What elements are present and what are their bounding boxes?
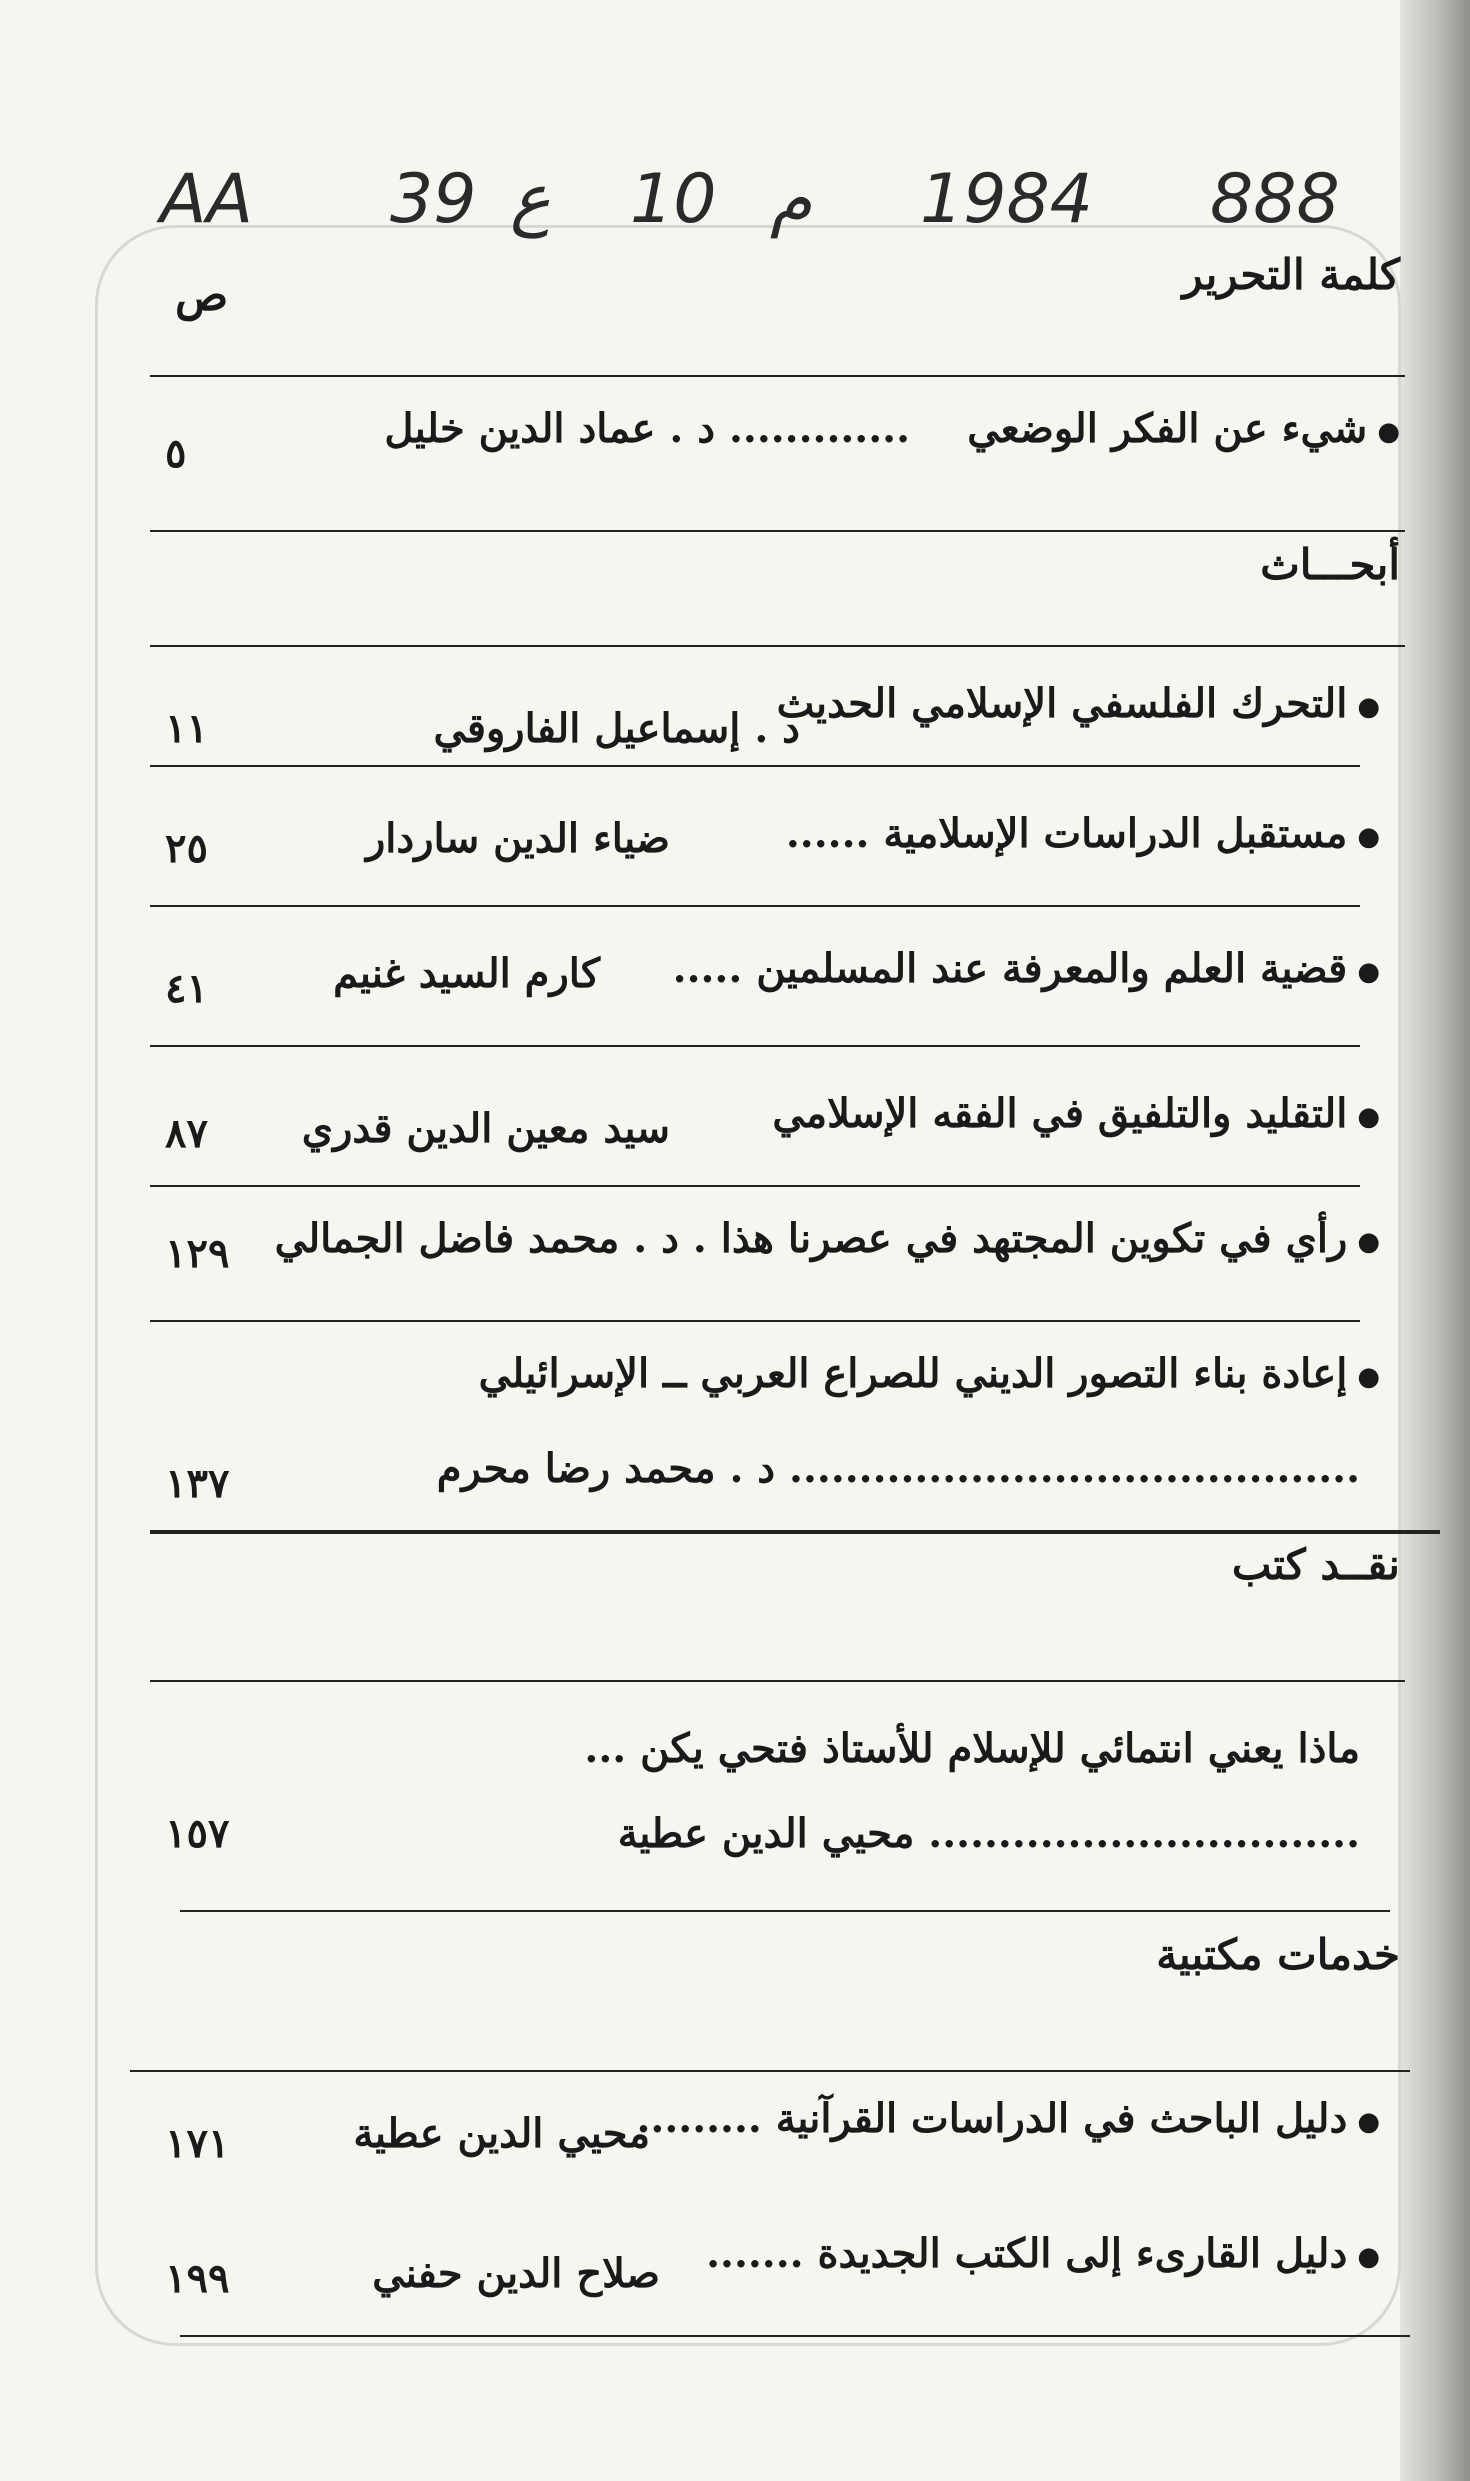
- section-heading-research: أبحـــاث: [1260, 540, 1400, 589]
- divider: [150, 375, 1405, 377]
- entry-page: ١٣٧: [165, 1460, 230, 1507]
- entry-title: ●شيء عن الفكر الوضعي: [967, 405, 1400, 452]
- entry-author: كارم السيد غنيم: [333, 950, 600, 997]
- note-part: ع: [510, 160, 551, 239]
- entry-page: ١٧١: [165, 2120, 230, 2167]
- note-part: 1984: [920, 160, 1094, 239]
- entry-page: ٢٥: [165, 825, 208, 872]
- note-part: م: [770, 160, 813, 239]
- entry-author: ......................................... د . محمد رضا محرم: [436, 1445, 1360, 1492]
- entry-title: ●دليل الباحث في الدراسات القرآنية .........: [636, 2095, 1380, 2142]
- entry-author: سيد معين الدين قدري: [301, 1105, 670, 1152]
- entry-page: ٨٧: [165, 1110, 208, 1157]
- entry-title: ●التحرك الفلسفي الإسلامي الحديث: [776, 680, 1380, 727]
- divider: [150, 905, 1360, 907]
- handwritten-note: [160, 160, 1360, 270]
- divider: [150, 765, 1360, 767]
- note-part: AA: [160, 160, 254, 239]
- entry-author: ............. د . عماد الدين خليل: [384, 405, 910, 452]
- note-part: 10: [630, 160, 717, 239]
- entry-title: ●رأي في تكوين المجتهد في عصرنا هذا . د . محمد فاضل الجمالي: [274, 1215, 1380, 1262]
- page-column-header: ص: [175, 270, 229, 321]
- divider: [150, 530, 1405, 532]
- entry-page: ٥: [165, 430, 187, 477]
- entry-title: ●قضية العلم والمعرفة عند المسلمين .....: [672, 945, 1380, 992]
- note-part: 888: [1210, 160, 1340, 239]
- divider: [180, 2335, 1410, 2337]
- entry-author: د . إسماعيل الفاروقي: [433, 705, 800, 752]
- divider: [180, 1910, 1390, 1912]
- entry-author: ضياء الدين ساردار: [365, 815, 670, 862]
- note-part: 39: [390, 160, 477, 239]
- entry-title: ●مستقبل الدراسات الإسلامية ......: [785, 810, 1380, 857]
- divider: [130, 2070, 1410, 2072]
- divider: [150, 1185, 1360, 1187]
- divider: [150, 1045, 1360, 1047]
- entry-page: ٤١: [165, 965, 208, 1012]
- divider: [150, 645, 1405, 647]
- divider: [150, 1320, 1360, 1322]
- entry-title: ماذا يعني انتمائي للإسلام للأستاذ فتحي يكن ...: [584, 1725, 1360, 1772]
- entry-page: ١١: [165, 705, 208, 752]
- entry-author: ............................... محيي الدين عطية: [617, 1810, 1360, 1857]
- divider: [150, 1680, 1405, 1682]
- entry-title: ●التقليد والتلفيق في الفقه الإسلامي: [772, 1090, 1380, 1137]
- page-edge-shadow: [1400, 0, 1470, 2481]
- entry-page: ١٢٩: [165, 1230, 230, 1277]
- section-heading-library-services: خدمات مكتبية: [1156, 1930, 1400, 1979]
- entry-author: محيي الدين عطية: [353, 2110, 650, 2157]
- decorative-frame: [95, 225, 1401, 2346]
- entry-page: ١٩٩: [165, 2255, 230, 2302]
- section-heading-book-reviews: نقــد كتب: [1231, 1540, 1400, 1589]
- entry-title: ●دليل القارىء إلى الكتب الجديدة .......: [706, 2230, 1380, 2277]
- entry-title: ●إعادة بناء التصور الديني للصراع العربي ــ الإسرائيلي: [478, 1350, 1380, 1397]
- entry-page: ١٥٧: [165, 1810, 230, 1857]
- divider: [150, 1530, 1440, 1534]
- section-heading-editorial: كلمة التحرير: [1182, 250, 1400, 299]
- entry-author: صلاح الدين حفني: [372, 2250, 660, 2297]
